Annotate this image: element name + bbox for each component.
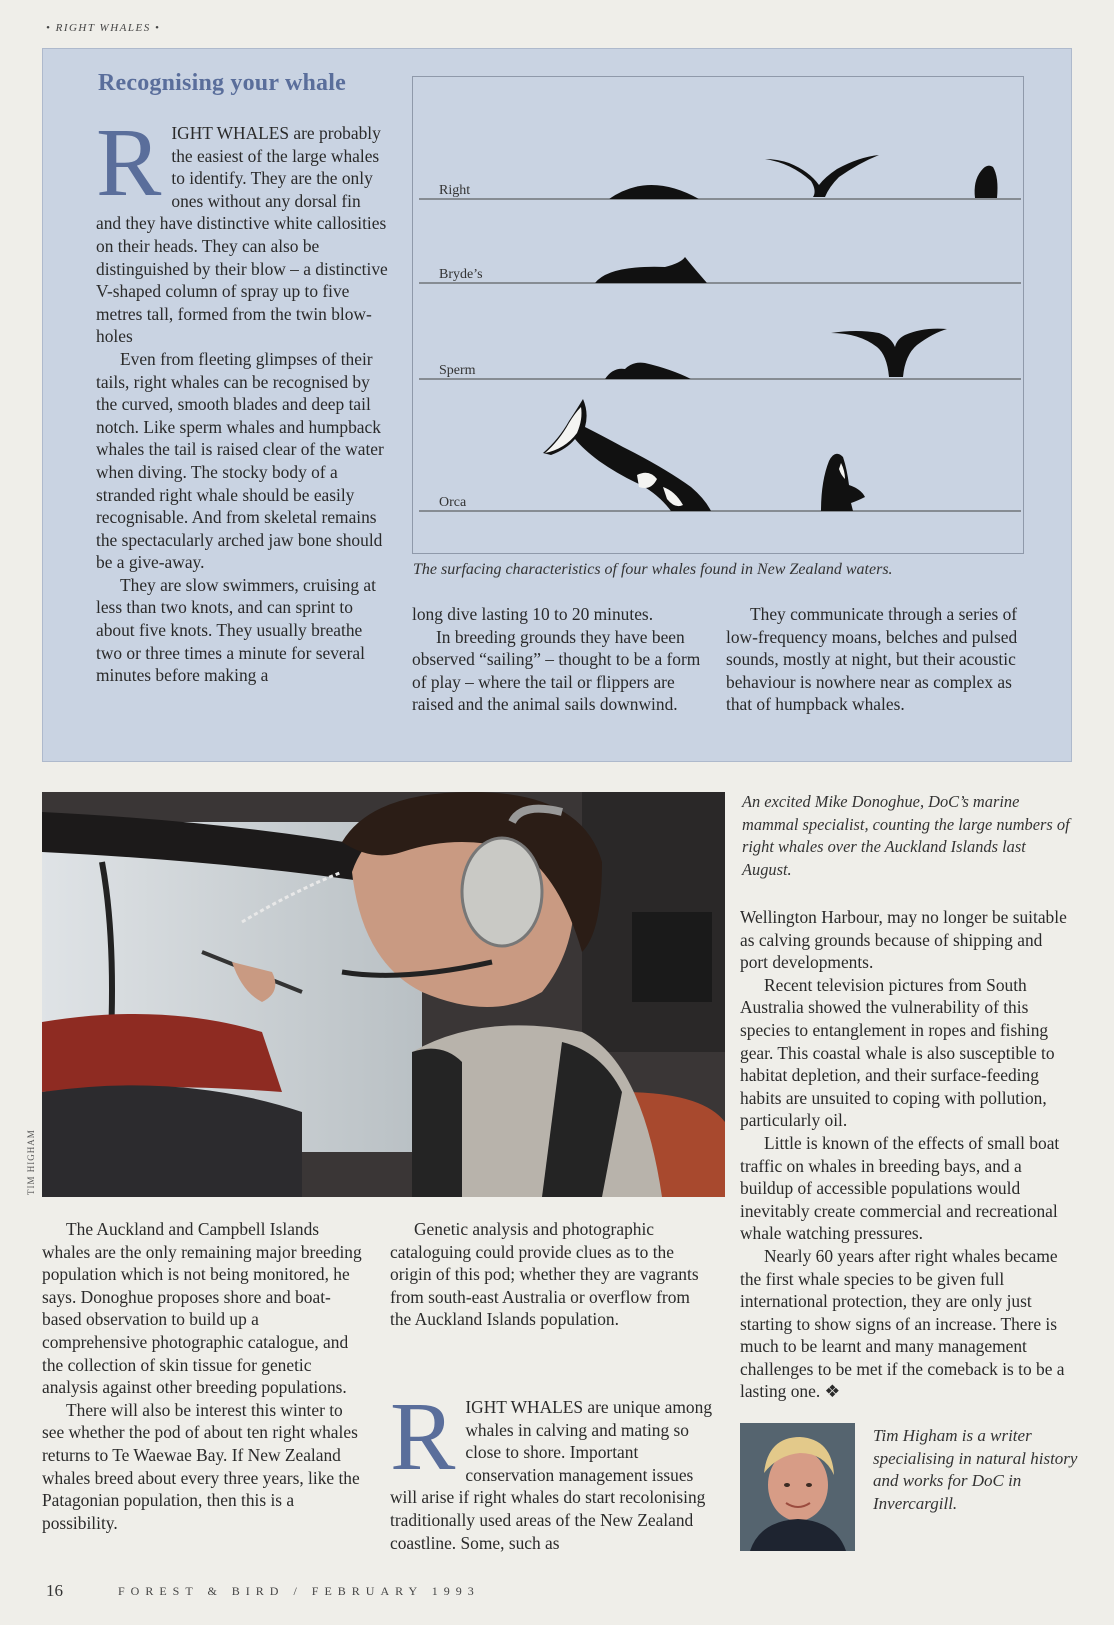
- article-paragraph-7: Little is known of the effects of small boat traffic on whales in breeding bays, and a buildup of accessible populations would inevitably create commercial and recreational whale watching pressures.: [740, 1132, 1060, 1244]
- label-right: Right: [439, 183, 471, 198]
- sidebar-paragraph-5: In breeding grounds they have been observed “sailing” – thought to be a form of play – where the tail or flippers are raised and the animal sails downwind.: [412, 626, 701, 715]
- label-brydes: Bryde’s: [439, 267, 483, 282]
- magazine-footer: FOREST & BIRD / FEBRUARY 1993: [118, 1584, 480, 1598]
- sidebar-paragraph-4: long dive lasting 10 to 20 minutes.: [412, 604, 654, 624]
- article-column-2-top: [390, 1218, 714, 1331]
- article-paragraph-2: There will also be interest this winter to see whether the pod of about ten right whales returns to Te Waewae Bay. If New Zealand whales breed about every three years, like the Patagonian population, then this is a possibility.: [42, 1399, 360, 1533]
- right-whale-back: [609, 185, 699, 199]
- sidebar-column-3: [726, 603, 1018, 716]
- article-paragraph-1: The Auckland and Campbell Islands whales are the only remaining major breeding population which is not being monitored, he says. Donoghue proposes shore and boat-based observation to build up a comprehensive photographic catalogue, and the collection of skin tissue for genetic analysis against other breeding populations.: [42, 1219, 362, 1398]
- photo-credit: TIM HIGHAM: [26, 1129, 36, 1195]
- drop-cap: R: [96, 109, 162, 217]
- sidebar-paragraph-1: RIGHT WHALES are probably the easiest of the large whales to identify. They are the only ones without any dorsal fin and they have distinctive white callosities on their heads. They can also be distinguished by their blow – a distinctive V-shaped column of spray up to five metres tall, formed from the twin blow-holes: [96, 109, 388, 347]
- article-paragraph-8: Nearly 60 years after right whales became the first whale species to be given full international protection, they are only just starting to show signs of an increase. There is much to be learnt and many management challenges to be met if the comeback is to be a lasting one. ❖: [740, 1245, 1065, 1402]
- drop-cap-2: R: [390, 1383, 456, 1491]
- whale-diagram-svg: [413, 77, 1023, 553]
- orca-head: [821, 454, 865, 511]
- article-paragraph-4: RIGHT WHALES are unique among whales in calving and mating so close to shore. Important conservation management issues will arise if right whales do start recolonising traditionally used areas of the New Zealand coastline. Some, such as: [390, 1383, 713, 1553]
- page-number: 16: [46, 1581, 63, 1600]
- right-whale-head: [975, 166, 998, 198]
- diagram-caption: The surfacing characteristics of four whales found in New Zealand waters.: [413, 561, 893, 578]
- orca-breaching-body: [543, 399, 711, 511]
- author-bio: Tim Higham is a writer specialising in natural history and works for DoC in Invercargill.: [873, 1426, 1078, 1513]
- photo-mike-donoghue: [42, 792, 725, 1197]
- article-column-1: [42, 1218, 362, 1534]
- article-column-2-bottom: [390, 1383, 716, 1554]
- sidebar-paragraph-3: They are slow swimmers, cruising at less than two knots, and can sprint to about five knots. They usually breathe two or three times a minute for several minutes before making a: [96, 574, 376, 686]
- article-paragraph-6: Recent television pictures from South Australia showed the vulnerability of this species to entanglement in ropes and fishing gear. This coastal whale is also susceptible to habitat depletion, and their surface-feeding habits are unsuited to coping with pollution, particularly oil.: [740, 974, 1055, 1131]
- brydes-whale-back: [595, 257, 707, 283]
- article-paragraph-3: Genetic analysis and photographic cataloguing could provide clues as to the origin of this pod; whether they are vagrants from south-east Australia or overflow from the Auckland Islands population.: [390, 1219, 699, 1330]
- label-orca: Orca: [439, 495, 467, 510]
- label-sperm: Sperm: [439, 363, 476, 378]
- photo-illustration: [42, 792, 725, 1197]
- author-portrait: [740, 1423, 855, 1551]
- right-whale-tail: [765, 155, 879, 197]
- sperm-whale-tail: [831, 329, 947, 377]
- sidebar-paragraph-2: Even from fleeting glimpses of their tails, right whales can be recognised by the curved, smooth blades and deep tail notch. Like sperm whales and humpback whales the tail is raised clear of the water when diving. The stocky body of a stranded right whale should be easily recognisable. And from skeletal remains the spectacularly arched jaw bone should be a give-away.: [96, 348, 384, 573]
- sidebar-column-1: [96, 109, 390, 687]
- photo-caption: An excited Mike Donoghue, DoC’s marine mammal specialist, counting the large numbers of right whales over the Auckland Islands last August.: [742, 792, 1070, 879]
- running-head: • RIGHT WHALES •: [46, 22, 161, 34]
- sperm-whale-back: [605, 363, 691, 379]
- sidebar-column-2: [412, 603, 708, 716]
- article-paragraph-5: Wellington Harbour, may no longer be suitable as calving grounds because of shipping and port developments.: [740, 907, 1067, 973]
- whale-surfacing-diagram: [412, 76, 1024, 554]
- author-portrait-illustration: [740, 1423, 855, 1551]
- article-column-3: [740, 906, 1070, 1403]
- sidebar-title: Recognising your whale: [98, 70, 346, 96]
- sidebar-paragraph-6: They communicate through a series of low-frequency moans, belches and pulsed sounds, mostly at night, but their acoustic behaviour is nowhere near as complex as that of humpback whales.: [726, 604, 1018, 715]
